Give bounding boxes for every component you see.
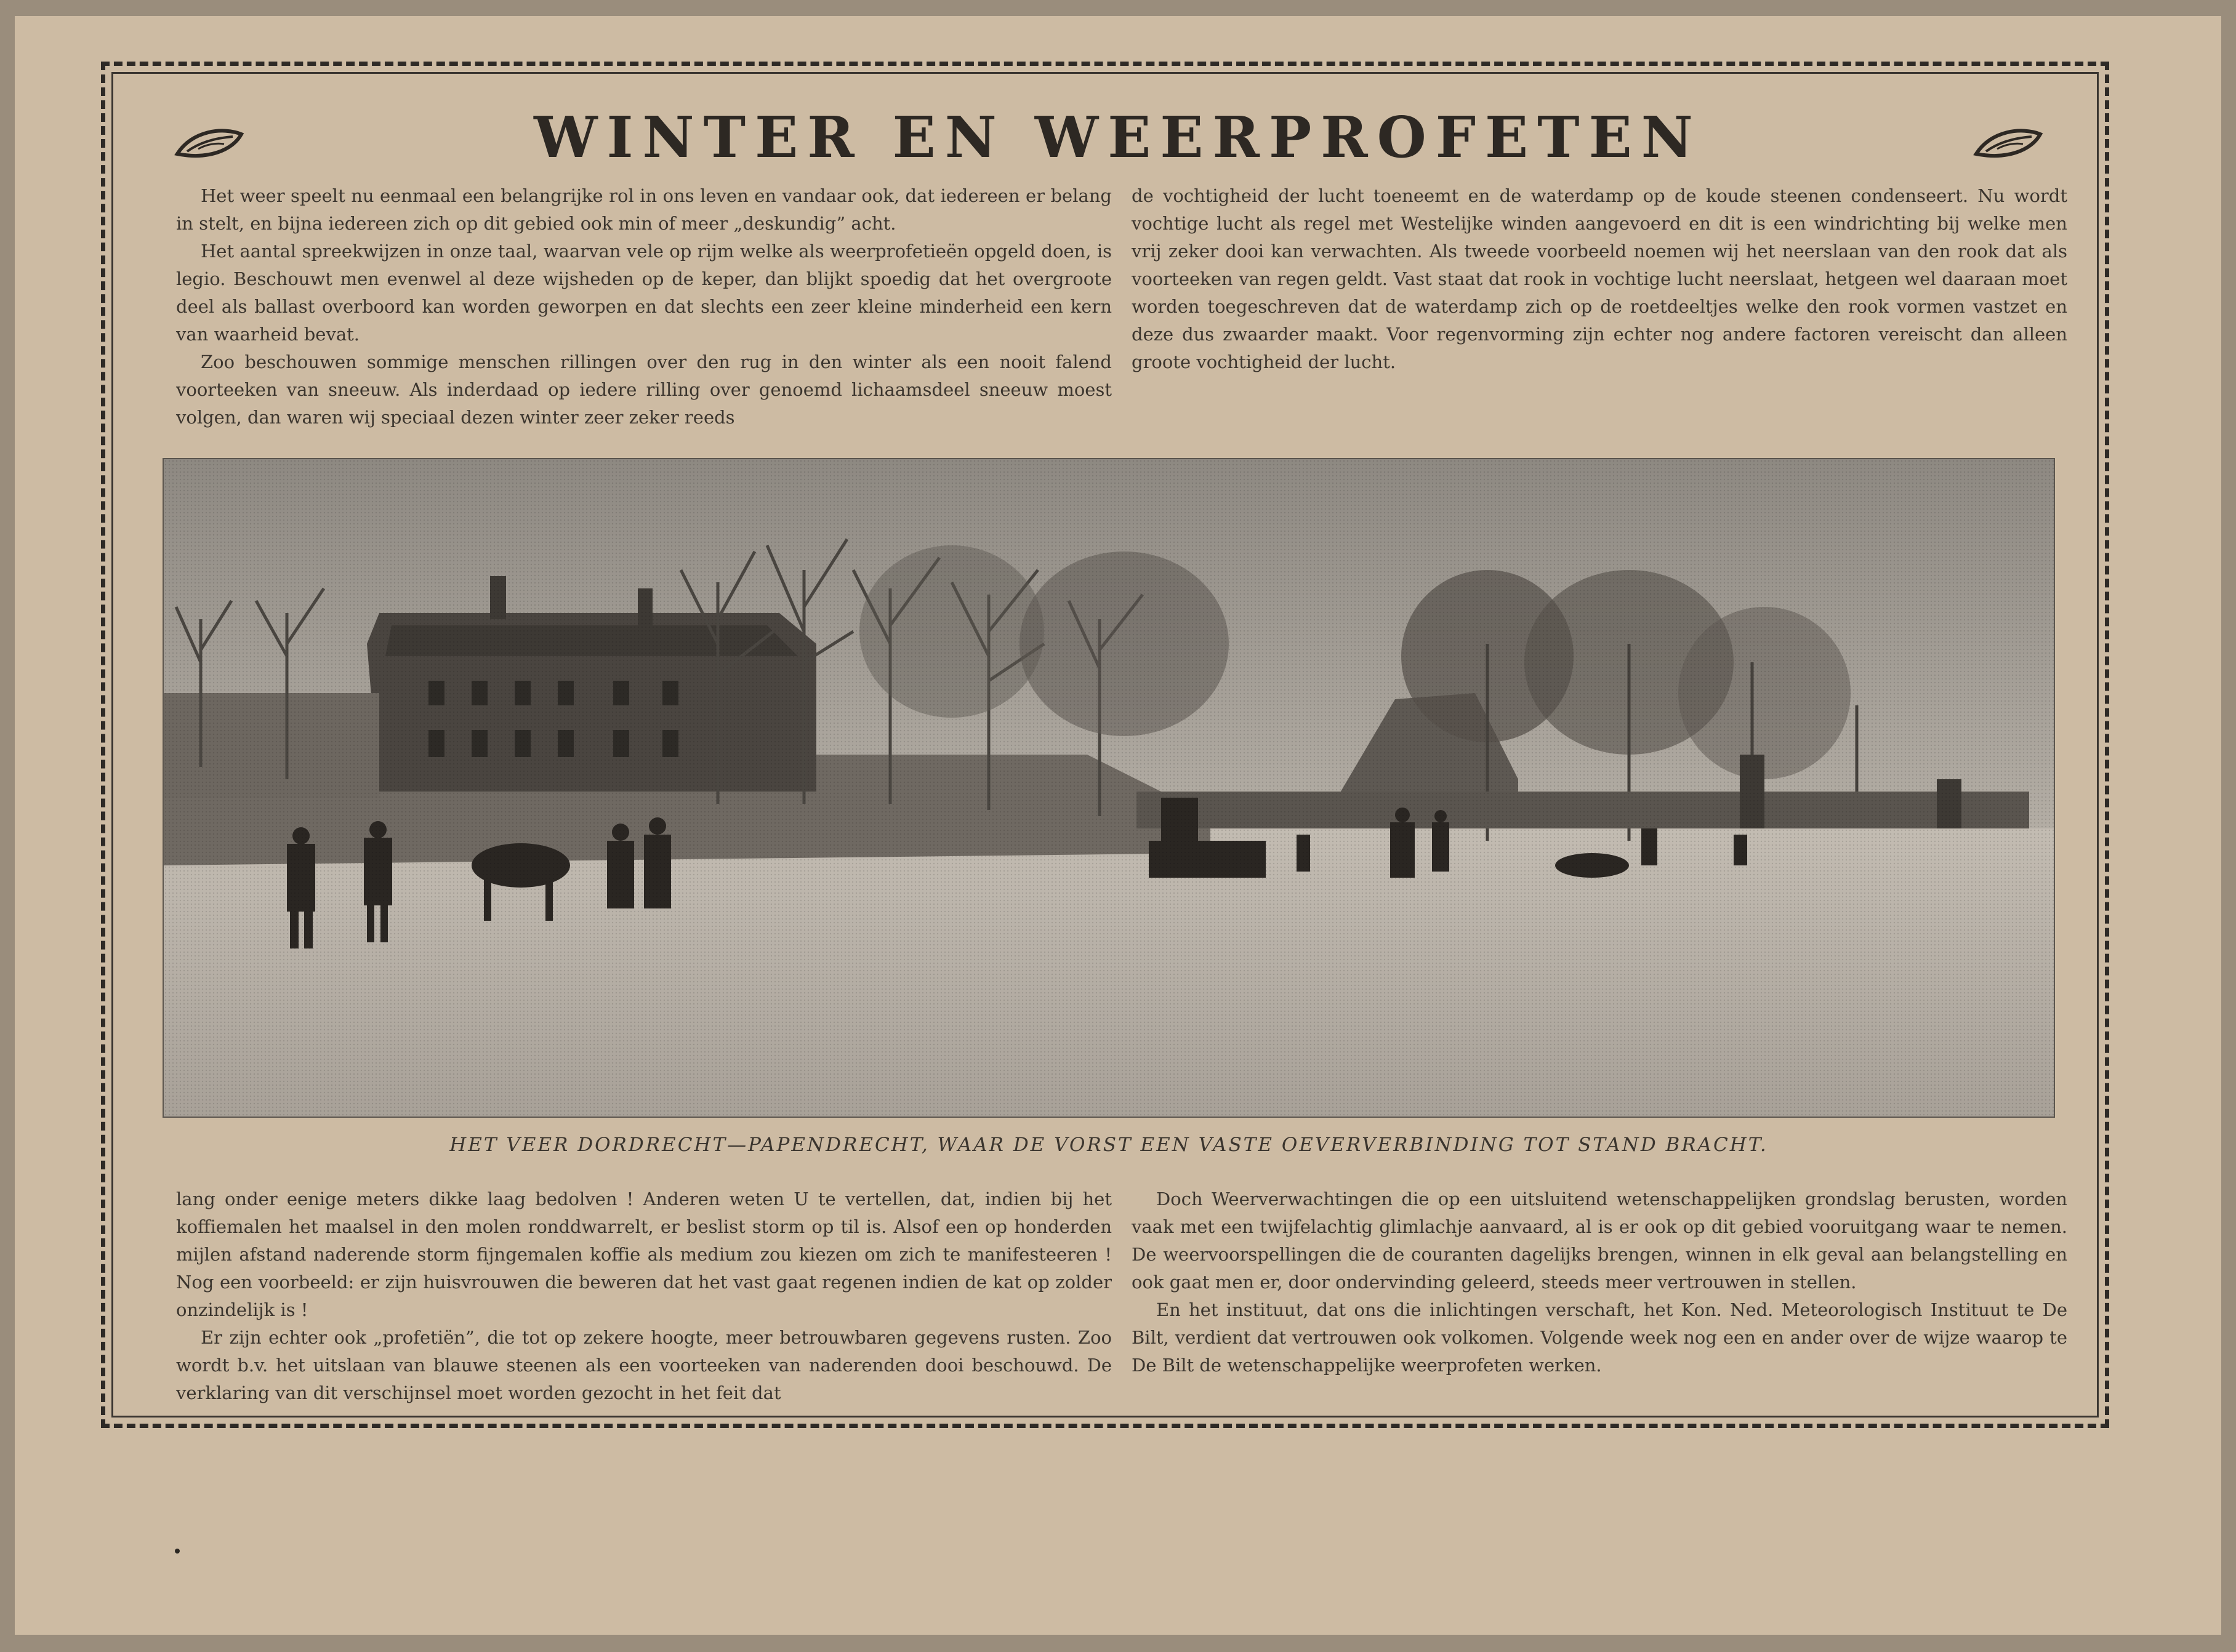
photo-caption: HET VEER DORDRECHT—PAPENDRECHT, WAAR DE VORST EEN VASTE OEVERVERBINDING TOT STAND BRACHT. [449,1134,1768,1156]
paragraph: Doch Weerverwachtingen die op een uitsluitend wetenschappelijken grondslag berusten, worden vaak met een twijfelachtig glimlachje aanvaard, al is er ook op dit gebied vooruitgang waar te nemen. De weervoorspellingen die de couranten dagelijks brengen, winnen in elk geval aan belangstelling en ook gaat men er, door ondervinding geleerd, steeds meer vertrouwen in stellen. [1132,1189,2067,1293]
paragraph: de vochtigheid der lucht toeneemt en de waterdamp op de koude steenen condenseert. Nu wordt vochtige lucht als regel met Westelijke winden aangevoerd en dit is een windrichting bij welke men vrij zeker dooi kan verwachten. Als tweede voorbeeld noemen wij het neerslaan van den rook dat als voorteeken van regen geldt. Vast staat dat rook in vochtige lucht neerslaat, hetgeen wel daaraan moet worden toegeschreven dat de waterdamp zich op de roetdeeltjes welke den rook vormen vastzet en deze dus zwaarder maakt. Voor regenvorming zijn echter nog andere factoren vereischt dan alleen groote vochtigheid der lucht. [1132,185,2067,372]
paragraph: Het aantal spreekwijzen in onze taal, waarvan vele op rijm welke als weerprofetieën opgeld doen, is legio. Beschouwt men evenwel al deze wijsheden op de keper, dan blijkt spoedig dat het overgroote deel als ballast overboord kan worden geworpen en dat slechts een zeer kleine minderheid een kern van waarheid bevat. [176,241,1112,345]
top-left-column [176,182,1112,431]
bottom-left-column [176,1185,1112,1407]
paragraph: lang onder eenige meters dikke laag bedolven ! Anderen weten U te vertellen, dat, indien bij het koffiemalen het maalsel in den molen ronddwarrelt, er beslist storm op til is. Alsof een op honderden mijlen afstand naderende storm fijngemalen koffie als medium zou kiezen om zich te manifesteeren ! Nog een voorbeeld: er zijn huisvrouwen die beweren dat het vast gaat regenen indien de kat op zolder onzindelijk is ! [176,1189,1112,1320]
leaf-ornament-icon [1973,126,2045,162]
paragraph: Het weer speelt nu eenmaal een belangrijke rol in ons leven en vandaar ook, dat iedereen er belang in stelt, en bijna iedereen zich op dit gebied ook min of meer „deskundig” acht. [176,185,1112,234]
ferry-photograph [163,458,2055,1118]
paragraph: Er zijn echter ook „profetiën”, die tot op zekere hoogte, meer betrouwbaren gegevens rusten. Zoo wordt b.v. het uitslaan van blauwe steenen als een voorteeken van naderenden dooi beschouwd. De verklaring van dit verschijnsel moet worden gezocht in het feit dat [176,1327,1112,1403]
paragraph: En het instituut, dat ons die inlichtingen verschaft, het Kon. Ned. Meteorologisch Instituut te De Bilt, verdient dat vertrouwen ook volkomen. Volgende week nog een en ander over de wijze waarop te De Bilt de wetenschappelijke weerprofeten werken. [1132,1299,2067,1376]
paragraph: Zoo beschouwen sommige menschen rillingen over den rug in den winter als een nooit falend voorteeken van sneeuw. Als inderdaad op iedere rilling over genoemd lichaamsdeel sneeuw moest volgen, dan waren wij speciaal dezen winter zeer zeker reeds [176,351,1112,428]
bottom-right-column [1132,1185,2067,1379]
top-right-column [1132,182,2067,376]
ink-spot [175,1549,180,1554]
article-title: WINTER EN WEERPROFETEN [534,104,1702,170]
